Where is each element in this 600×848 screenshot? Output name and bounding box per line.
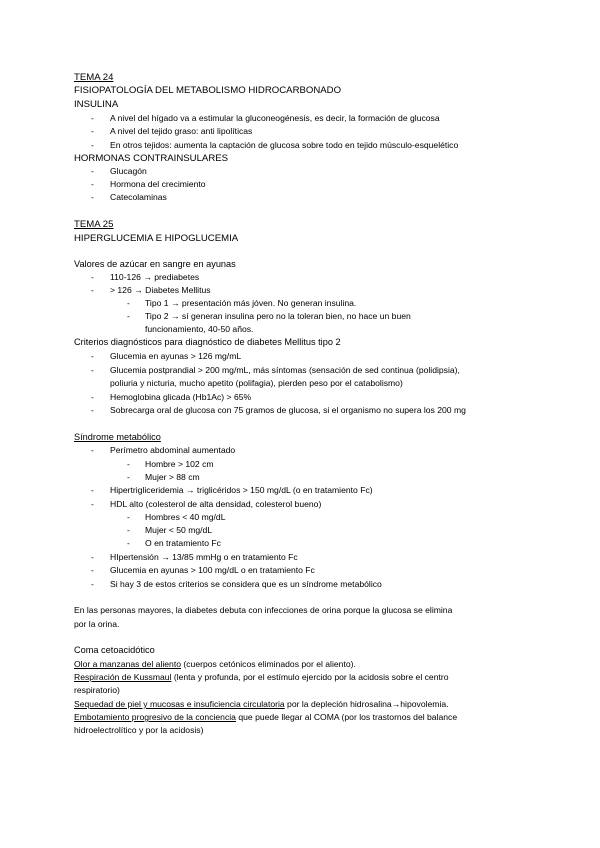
list-dash: -: [91, 179, 94, 189]
list-item-continuation: poliuria y nicturia, mucho apetito (polifagia), pierden peso por el catabolismo): [110, 378, 403, 388]
criterios-heading: Criterios diagnósticos para diagnóstico de diabetes Mellitus tipo 2: [74, 337, 341, 347]
coma-emb-desc: que puede llegar al COMA (por los trastornos del balance: [235, 712, 458, 722]
list-dash: -: [91, 166, 94, 176]
list-dash: -: [91, 351, 94, 361]
list-item: Glucemia postprandial > 200 mg/mL, más síntomas (sensación de sed continua (polidipsia),: [110, 365, 460, 375]
list-dash: -: [91, 485, 94, 495]
list-dash: -: [127, 298, 130, 308]
coma-olor-line: [74, 660, 356, 669]
list-item: Catecolaminas: [110, 192, 167, 202]
list-dash: -: [91, 285, 94, 295]
list-dash: -: [91, 140, 94, 150]
list-dash: -: [91, 365, 94, 375]
coma-heading: Coma cetoacidótico: [74, 645, 155, 655]
paragraph-line: En las personas mayores, la diabetes debuta con infecciones de orina porque la glucosa se elimina: [74, 605, 453, 615]
tema-24-title: TEMA 24: [74, 72, 114, 83]
list-item: Glucemia en ayunas > 126 mg/mL: [110, 351, 242, 361]
contrainsulares-heading: HORMONAS CONTRAINSULARES: [74, 153, 229, 164]
list-item: 110-126 → prediabetes: [110, 272, 200, 282]
paragraph-line: respiratorio): [74, 685, 120, 695]
coma-emb-term: Embotamiento progresivo de la conciencia: [74, 712, 236, 722]
list-item: Mujer < 50 mg/dL: [145, 525, 213, 535]
sindrome-heading: Síndrome metabólico: [74, 432, 161, 442]
list-item: Tipo 2 → sí generan insulina pero no la toleran bien, no hace un buen: [145, 311, 411, 321]
list-item: Glucemia en ayunas > 100 mg/dL o en tratamiento Fc: [110, 565, 315, 575]
list-dash: -: [127, 311, 130, 321]
list-dash: -: [91, 113, 94, 123]
list-item: Hormona del crecimiento: [110, 179, 206, 189]
list-item: Hipertrigliceridemia → triglicéridos > 150 mg/dL (o en tratamiento Fc): [110, 485, 373, 495]
coma-seq-line: [74, 700, 449, 709]
coma-resp-line: [74, 673, 449, 682]
list-item: Glucagón: [110, 166, 147, 176]
list-item: O en tratamiento Fc: [145, 538, 221, 548]
list-dash: -: [127, 459, 130, 469]
coma-resp-desc: (lenta y profunda, por el estímulo ejercido por la acidosis sobre el centro: [171, 672, 449, 682]
list-item: Hombre > 102 cm: [145, 459, 214, 469]
paragraph-line: por la orina.: [74, 619, 120, 629]
list-item: Si hay 3 de estos criterios se considera que es un síndrome metabólico: [110, 579, 382, 589]
list-item: Mujer > 88 cm: [145, 472, 200, 482]
list-item: Hombres < 40 mg/dL: [145, 512, 226, 522]
tema-25-title: TEMA 25: [74, 219, 114, 230]
list-dash: -: [91, 405, 94, 415]
list-item: > 126 → Diabetes Mellitus: [110, 285, 211, 295]
list-dash: -: [91, 552, 94, 562]
list-dash: -: [127, 538, 130, 548]
coma-emb-line: [74, 713, 457, 722]
list-item: Perímetro abdominal aumentado: [110, 445, 236, 455]
tema-24-subtitle: FISIOPATOLOGÍA DEL METABOLISMO HIDROCARBONADO: [74, 85, 342, 96]
list-dash: -: [91, 392, 94, 402]
coma-olor-term: Olor a manzanas del aliento: [74, 659, 182, 669]
list-dash: -: [91, 126, 94, 136]
list-item: Sobrecarga oral de glucosa con 75 gramos de glucosa, si el organismo no supera los 200 mg: [110, 405, 466, 415]
list-item: HIpertensión → 13/85 mmHg o en tratamiento Fc: [110, 552, 298, 562]
valores-heading: Valores de azúcar en sangre en ayunas: [74, 259, 236, 269]
tema-25-subtitle: HIPERGLUCEMIA E HIPOGLUCEMIA: [74, 233, 239, 244]
insulina-heading: INSULINA: [74, 99, 119, 110]
list-item: Tipo 1 → presentación más jóven. No generan insulina.: [145, 298, 357, 308]
list-dash: -: [91, 565, 94, 575]
list-dash: -: [127, 512, 130, 522]
list-item: Hemoglobina glicada (Hb1Ac) > 65%: [110, 392, 252, 402]
coma-seq-desc: por la depleción hidrosalina→hipovolemia.: [284, 699, 449, 709]
list-dash: -: [91, 445, 94, 455]
list-item: A nivel del tejido graso: anti lipolíticas: [110, 126, 253, 136]
coma-resp-term: Respiración de Kussmaul: [74, 672, 172, 682]
list-dash: -: [91, 192, 94, 202]
list-item: En otros tejidos: aumenta la captación de glucosa sobre todo en tejido músculo-esquelético: [110, 140, 459, 150]
list-item: A nivel del hígado va a estimular la gluconeogénesis, es decir, la formación de glucosa: [110, 113, 440, 123]
list-dash: -: [127, 472, 130, 482]
list-dash: -: [91, 579, 94, 589]
list-dash: -: [91, 272, 94, 282]
list-dash: -: [91, 499, 94, 509]
coma-seq-term: Sequedad de piel y mucosas e insuficiencia circulatoria: [74, 699, 285, 709]
paragraph-line: hidroelectrolítico y por la acidosis): [74, 725, 204, 735]
list-item-continuation: funcionamiento, 40-50 años.: [145, 324, 254, 334]
list-item: HDL alto (colesterol de alta densidad, colesterol bueno): [110, 499, 322, 509]
coma-olor-desc: (cuerpos cetónicos eliminados por el aliento).: [181, 659, 356, 669]
list-dash: -: [127, 525, 130, 535]
